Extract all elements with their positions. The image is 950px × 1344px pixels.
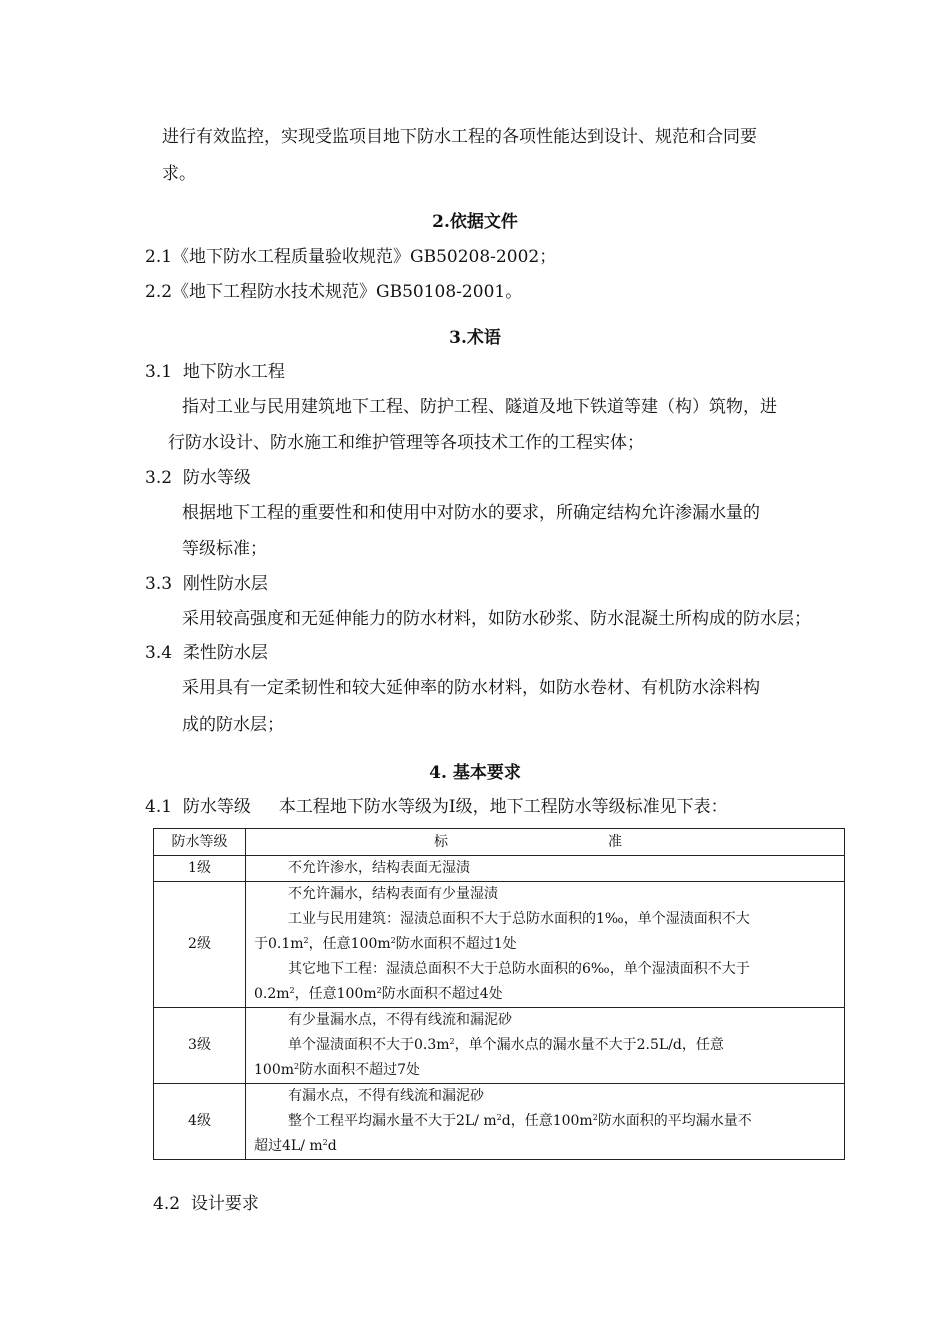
standard-cell — [246, 882, 845, 1008]
requirement-number: 4.1 — [145, 797, 173, 817]
requirement-4-2 — [153, 1193, 259, 1215]
term-definition-line: 行防水设计、防水施工和维护管理等各项技术工作的工程实体； — [168, 433, 644, 453]
standard-line: 超过4L/ $m^2d$ — [254, 1138, 337, 1154]
term-heading — [145, 361, 285, 383]
intro-line-1: 进行有效监控，实现受监项目地下防水工程的各项性能达到设计、规范和合同要 — [162, 127, 757, 147]
table-row — [154, 1084, 845, 1160]
section-3-title: 3.术语 — [449, 328, 501, 348]
term-definition-line: 成的防水层； — [182, 715, 284, 735]
standard-line: 单个湿渍面积不大于$0.3m^2$，单个漏水点的漏水量不大于2.5L/d，任意 — [288, 1037, 724, 1053]
standard-line: 其它地下工程：湿渍总面积不大于总防水面积的6‰，单个湿渍面积不大于 — [288, 961, 750, 977]
term-name: 地下防水工程 — [182, 362, 285, 382]
requirement-text: 本工程地下防水等级为Ⅰ级，地下工程防水等级标准见下表： — [278, 797, 728, 817]
term-number: 3.4 — [145, 643, 173, 663]
requirement-name: 设计要求 — [190, 1194, 259, 1214]
table-header-row — [154, 829, 845, 856]
section-4-title: 4. 基本要求 — [429, 763, 521, 783]
standard-line: 工业与民用建筑：湿渍总面积不大于总防水面积的1‰，单个湿渍面积不大 — [288, 911, 750, 927]
table-row — [154, 882, 845, 1008]
header-standard — [246, 829, 845, 856]
standard-line: 有漏水点，不得有线流和漏泥砂 — [288, 1088, 484, 1104]
term-heading — [145, 642, 268, 664]
reference-item: 2.1《地下防水工程质量验收规范》GB50208-2002； — [145, 247, 557, 267]
term-definition-line: 指对工业与民用建筑地下工程、防护工程、隧道及地下铁道等建（构）筑物，进 — [182, 397, 777, 417]
standard-line: $0.2m^2$，任意$100m^2$防水面积不超过4处 — [254, 986, 503, 1002]
term-definition-line: 采用较高强度和无延伸能力的防水材料，如防水砂浆、防水混凝土所构成的防水层； — [182, 609, 811, 629]
table-row — [154, 1008, 845, 1084]
header-standard-char-1: 标 — [434, 833, 448, 850]
term-name: 防水等级 — [182, 468, 251, 488]
grade-cell: 4级 — [154, 1084, 246, 1160]
standard-cell — [246, 856, 845, 882]
term-definition-line: 采用具有一定柔韧性和较大延伸率的防水材料，如防水卷材、有机防水涂料构 — [182, 678, 760, 698]
standard-line: 有少量漏水点，不得有线流和漏泥砂 — [288, 1012, 512, 1028]
term-number: 3.1 — [145, 362, 173, 382]
requirement-number: 4.2 — [153, 1194, 181, 1214]
header-grade: 防水等级 — [154, 829, 246, 856]
standard-line: 整个工程平均漏水量不大于2L/ $m^2d$，任意$100m^2$防水面积的平均漏水量不 — [288, 1113, 752, 1129]
term-number: 3.2 — [145, 468, 173, 488]
requirement-4-1 — [145, 796, 728, 818]
term-name: 刚性防水层 — [182, 574, 268, 594]
reference-item: 2.2《地下工程防水技术规范》GB50108-2001。 — [145, 282, 523, 302]
term-name: 柔性防水层 — [182, 643, 268, 663]
standard-line: 不允许渗水，结构表面无湿渍 — [288, 860, 470, 876]
section-2-title: 2.依据文件 — [432, 212, 518, 232]
grade-cell: 3级 — [154, 1008, 246, 1084]
standard-line: 于$0.1m^2$，任意$100m^2$防水面积不超过1处 — [254, 936, 517, 952]
term-number: 3.3 — [145, 574, 173, 594]
standard-cell — [246, 1008, 845, 1084]
header-standard-char-2: 准 — [608, 833, 622, 850]
term-definition-line: 根据地下工程的重要性和和使用中对防水的要求，所确定结构允许渗漏水量的 — [182, 503, 760, 523]
term-heading — [145, 467, 251, 489]
intro-line-2: 求。 — [162, 164, 196, 184]
grade-cell: 1级 — [154, 856, 246, 882]
grade-cell: 2级 — [154, 882, 246, 1008]
requirement-name: 防水等级 — [182, 797, 251, 817]
waterproof-grade-table — [153, 828, 845, 1160]
term-definition-line: 等级标准； — [182, 539, 267, 559]
table-row — [154, 856, 845, 882]
standard-line: $100m^2$防水面积不超过7处 — [254, 1062, 421, 1078]
standard-line: 不允许漏水，结构表面有少量湿渍 — [288, 886, 498, 902]
term-heading — [145, 573, 268, 595]
standard-cell — [246, 1084, 845, 1160]
